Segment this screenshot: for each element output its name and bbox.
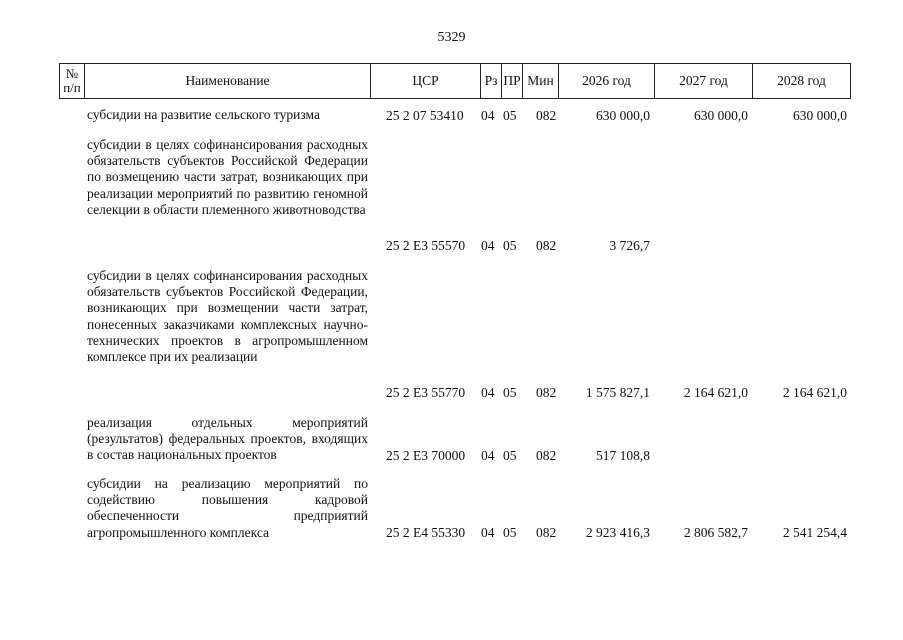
row-rz: 04 <box>481 525 495 540</box>
table-row <box>0 476 903 541</box>
row-name: субсидии на развитие сельского туризма <box>87 107 320 122</box>
table-row <box>0 268 903 401</box>
row-value-2026: 1 575 827,1 <box>585 385 650 400</box>
row-min: 082 <box>536 448 557 463</box>
row-pr: 05 <box>503 525 517 540</box>
row-pr: 05 <box>503 448 517 463</box>
table-row <box>0 107 903 124</box>
row-name: субсидии в целях софинансирования расходных обязательств субъектов Российской Федерации, возникающих при возмещении части затрат, понесенных заказчиками комплексных научно-технических проектов в агропромышленном комплексе при их реализации <box>87 268 368 365</box>
header-min: Мин <box>523 64 559 98</box>
row-min: 082 <box>536 525 557 540</box>
row-value-2026: 3 726,7 <box>609 238 650 253</box>
row-value-2028: 630 000,0 <box>793 108 847 123</box>
row-pr: 05 <box>503 238 517 253</box>
row-value-2028: 2 541 254,4 <box>782 525 847 540</box>
header-2026: 2026 год <box>559 64 655 98</box>
row-value-2026: 517 108,8 <box>596 448 650 463</box>
header-name: Наименование <box>85 64 371 98</box>
table-row <box>0 415 903 464</box>
row-value-2026: 630 000,0 <box>596 108 650 123</box>
row-rz: 04 <box>481 108 495 123</box>
header-rz: Рз <box>481 64 502 98</box>
row-csr: 25 2 E3 55570 <box>386 238 466 253</box>
header-num: № п/п <box>60 64 85 98</box>
row-rz: 04 <box>481 385 495 400</box>
row-value-2028: 2 164 621,0 <box>782 385 847 400</box>
row-min: 082 <box>536 108 557 123</box>
row-csr: 25 2 E4 55330 <box>386 525 466 540</box>
row-value-2027: 2 164 621,0 <box>683 385 748 400</box>
row-value-2027: 2 806 582,7 <box>683 525 748 540</box>
row-value-2026: 2 923 416,3 <box>585 525 650 540</box>
row-min: 082 <box>536 238 557 253</box>
row-name: реализация отдельных мероприятий (результатов) федеральных проектов, входящих в состав национальных проектов <box>87 415 368 463</box>
row-value-2027: 630 000,0 <box>694 108 748 123</box>
row-pr: 05 <box>503 108 517 123</box>
row-name: субсидии в целях софинансирования расходных обязательств субъектов Российской Федерации по возмещению части затрат, возникающих при реализации мероприятий по развитию геномной селекции в области племенного животноводства <box>87 137 368 217</box>
row-csr: 25 2 07 53410 <box>386 108 464 123</box>
table-row <box>0 137 903 254</box>
row-csr: 25 2 E3 70000 <box>386 448 466 463</box>
row-min: 082 <box>536 385 557 400</box>
header-csr: ЦСР <box>371 64 481 98</box>
row-name: субсидии на реализацию мероприятий по содействию повышения кадровой обеспеченности предприятий агропромышленного комплекса <box>87 476 368 540</box>
row-csr: 25 2 E3 55770 <box>386 385 466 400</box>
page-number: 5329 <box>437 30 466 45</box>
row-pr: 05 <box>503 385 517 400</box>
row-rz: 04 <box>481 238 495 253</box>
header-2027: 2027 год <box>655 64 753 98</box>
table-header <box>59 63 851 99</box>
row-rz: 04 <box>481 448 495 463</box>
header-pr: ПР <box>502 64 523 98</box>
header-2028: 2028 год <box>777 72 826 88</box>
